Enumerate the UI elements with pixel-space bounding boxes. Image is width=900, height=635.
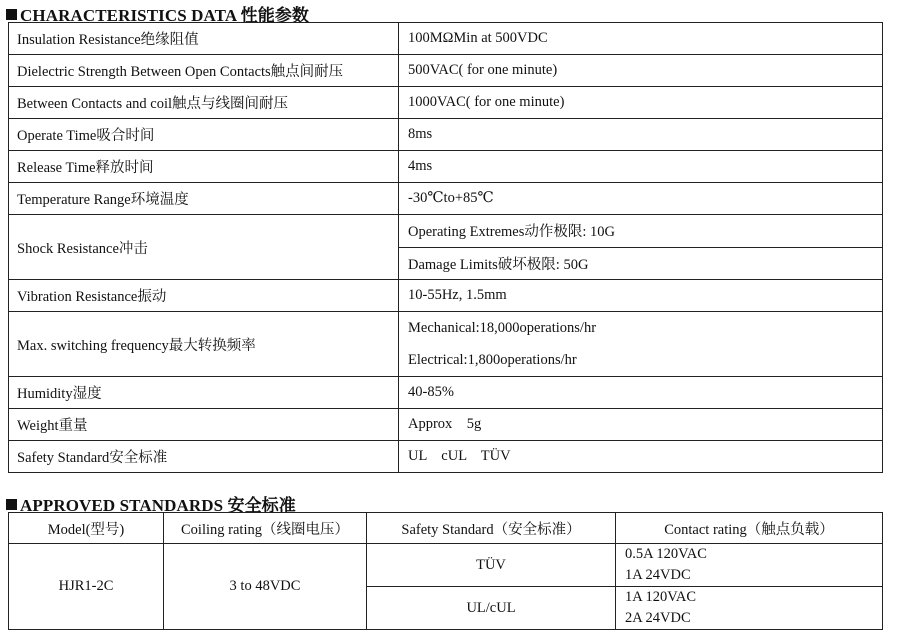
spec-subvalue: Damage Limits破坏极限: 50G: [408, 256, 589, 273]
table-row: [9, 87, 883, 119]
spec-label: Vibration Resistance振动: [9, 280, 399, 312]
coil-rating-cell: 3 to 48VDC: [164, 544, 367, 630]
spec-value: Approx 5g: [399, 409, 883, 441]
column-header: Model(型号): [9, 513, 164, 544]
approved-standards-table: [8, 512, 883, 630]
spec-label: Dielectric Strength Between Open Contacts触点间耐压: [9, 55, 399, 87]
spec-value: 500VAC( for one minute): [399, 55, 883, 87]
contact-rating-line: 1A 120VAC: [625, 589, 697, 605]
table-row: [9, 544, 883, 587]
safety-standard-cell: UL/cUL: [367, 587, 616, 630]
spec-value: 4ms: [399, 151, 883, 183]
spec-label: Insulation Resistance绝缘阻值: [9, 23, 399, 55]
table-row: [9, 183, 883, 215]
spec-value: 8ms: [399, 119, 883, 151]
table-row: [9, 312, 883, 377]
contact-rating-line: 1A 24VDC: [625, 567, 691, 583]
table-row: [9, 441, 883, 473]
table-row: [9, 280, 883, 312]
spec-value: 1000VAC( for one minute): [399, 87, 883, 119]
spec-label: Operate Time吸合时间: [9, 119, 399, 151]
spec-value: -30℃to+85℃: [399, 183, 883, 215]
spec-subvalue: Operating Extremes动作极限: 10G: [399, 215, 882, 247]
contact-rating-line: 0.5A 120VAC: [625, 546, 707, 562]
table-row: [9, 119, 883, 151]
contact-rating-line: 2A 24VDC: [625, 610, 691, 626]
spec-label: Max. switching frequency最大转换频率: [9, 312, 399, 377]
spec-label: Release Time释放时间: [9, 151, 399, 183]
column-header: Coiling rating（线圈电压）: [164, 513, 367, 544]
table-row: [9, 151, 883, 183]
contact-rating-cell: [616, 587, 883, 630]
table-row: [9, 23, 883, 55]
spec-subvalue: Mechanical:18,000operations/hr: [408, 319, 597, 336]
approved-heading-text: APPROVED STANDARDS 安全标准: [20, 496, 296, 515]
model-cell: HJR1-2C: [9, 544, 164, 630]
characteristics-heading-text: CHARACTERISTICS DATA 性能参数: [20, 6, 310, 25]
spec-value-stacked: [399, 312, 883, 377]
characteristics-table: [8, 22, 883, 473]
spec-value-split: [399, 215, 883, 280]
safety-standard-cell: TÜV: [367, 544, 616, 587]
table-row: [9, 55, 883, 87]
spec-label: Humidity湿度: [9, 377, 399, 409]
spec-label: Weight重量: [9, 409, 399, 441]
square-bullet-icon: [6, 499, 17, 510]
stacked-values: [399, 312, 882, 376]
spec-value: 100MΩMin at 500VDC: [399, 23, 883, 55]
table-row: [9, 377, 883, 409]
spec-value: 40-85%: [399, 377, 883, 409]
table-header-row: [9, 513, 883, 544]
table-row: [9, 409, 883, 441]
column-header: Contact rating（触点负载）: [616, 513, 883, 544]
spec-value: UL cUL TÜV: [399, 441, 883, 473]
spec-label: Between Contacts and coil触点与线圈间耐压: [9, 87, 399, 119]
spec-label: Safety Standard安全标准: [9, 441, 399, 473]
spec-label: Shock Resistance冲击: [9, 215, 399, 280]
square-bullet-icon: [6, 9, 17, 20]
split-values: [399, 215, 882, 279]
spec-label: Temperature Range环境温度: [9, 183, 399, 215]
column-header: Safety Standard（安全标准）: [367, 513, 616, 544]
table-row: [9, 215, 883, 280]
spec-value: 10-55Hz, 1.5mm: [399, 280, 883, 312]
contact-rating-cell: [616, 544, 883, 587]
spec-subvalue: Electrical:1,800operations/hr: [408, 351, 577, 368]
